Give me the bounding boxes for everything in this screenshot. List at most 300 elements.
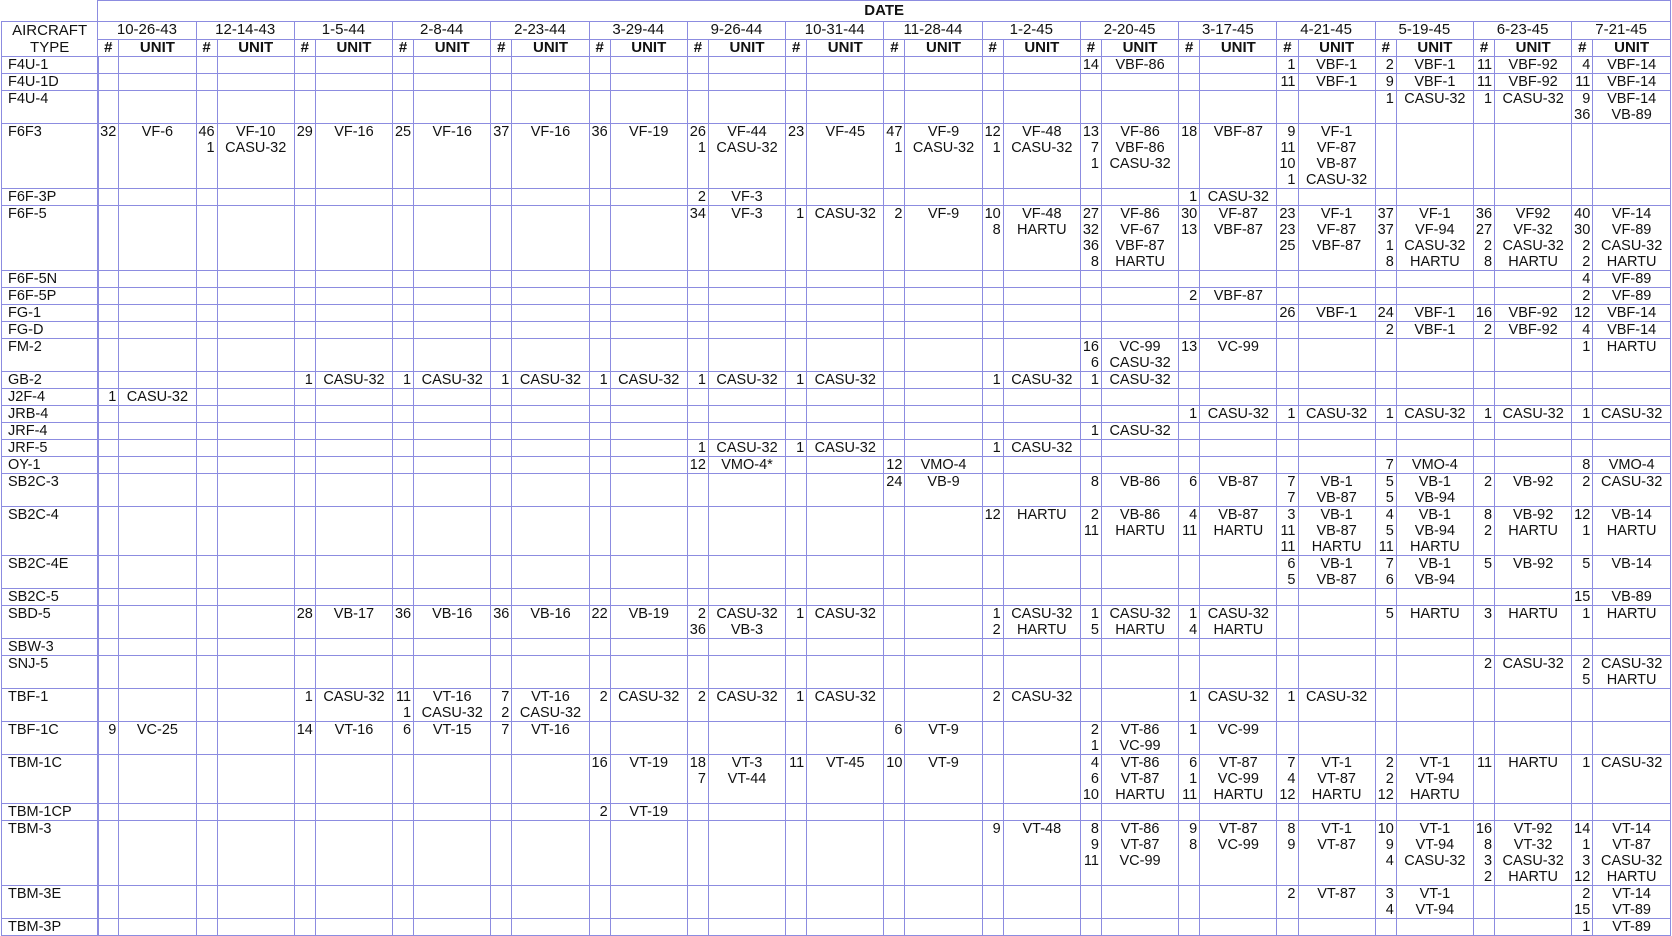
aircraft-count-cell (687, 656, 708, 689)
unit-cell: VT-16 CASU-32 (512, 689, 589, 722)
unit-cell (708, 804, 785, 821)
aircraft-count-cell (687, 74, 708, 91)
unit-cell: VT-89 (1593, 919, 1671, 936)
aircraft-type-cell: FG-D (2, 322, 98, 339)
aircraft-count-cell (687, 305, 708, 322)
unit-cell (708, 474, 785, 507)
aircraft-count-cell (393, 322, 414, 339)
unit-cell (1593, 440, 1671, 457)
aircraft-count-cell: 27 32 36 8 (1080, 206, 1101, 271)
unit-cell (807, 919, 884, 936)
aircraft-assignment-table (1, 0, 1671, 936)
unit-cell: CASU-32 (807, 689, 884, 722)
unit-cell (512, 305, 589, 322)
unit-cell (1003, 406, 1080, 423)
unit-cell: VT-16 CASU-32 (414, 689, 491, 722)
unit-cell (1200, 372, 1277, 389)
unit-cell: VT-1 VT-87 HARTU (1298, 755, 1375, 804)
aircraft-count-cell (982, 639, 1003, 656)
aircraft-count-cell (1179, 886, 1200, 919)
aircraft-count-cell (786, 91, 807, 124)
unit-cell (414, 339, 491, 372)
aircraft-count-cell (1375, 389, 1396, 406)
aircraft-count-cell: 12 1 (982, 124, 1003, 189)
unit-cell (1200, 389, 1277, 406)
aircraft-count-cell: 1 (1179, 189, 1200, 206)
aircraft-count-cell (786, 339, 807, 372)
unit-cell (315, 507, 392, 556)
aircraft-count-cell (982, 91, 1003, 124)
aircraft-count-cell (196, 457, 217, 474)
unit-cell (807, 305, 884, 322)
aircraft-count-cell (294, 919, 315, 936)
aircraft-count-cell (196, 406, 217, 423)
aircraft-count-cell: 1 (294, 689, 315, 722)
date-header: 2-23-44 (491, 22, 589, 40)
unit-cell: VB-1 VB-94 (1396, 474, 1473, 507)
unit-cell (1495, 271, 1572, 288)
unit-cell (1396, 689, 1473, 722)
unit-cell (119, 457, 196, 474)
aircraft-count-cell (1375, 372, 1396, 389)
aircraft-count-cell (1473, 639, 1494, 656)
unit-cell (1200, 457, 1277, 474)
unit-cell (217, 372, 294, 389)
unit-column-header: UNIT (1101, 39, 1178, 57)
aircraft-count-cell: 1 (687, 372, 708, 389)
aircraft-count-cell (294, 339, 315, 372)
unit-cell (1200, 886, 1277, 919)
aircraft-count-cell (982, 74, 1003, 91)
unit-cell: VC-25 (119, 722, 196, 755)
unit-cell (217, 689, 294, 722)
aircraft-count-cell (982, 189, 1003, 206)
unit-cell: VB-1 VB-87 (1298, 556, 1375, 589)
unit-cell (1298, 389, 1375, 406)
aircraft-count-cell (1179, 440, 1200, 457)
unit-cell (1298, 722, 1375, 755)
unit-cell: VBF-92 (1495, 305, 1572, 322)
unit-column-header: UNIT (1396, 39, 1473, 57)
unit-cell (119, 322, 196, 339)
aircraft-count-cell (982, 57, 1003, 74)
aircraft-count-cell: 34 (687, 206, 708, 271)
unit-cell (217, 919, 294, 936)
aircraft-count-cell (491, 206, 512, 271)
aircraft-type-cell: JRF-5 (2, 440, 98, 457)
aircraft-type-header: AIRCRAFT TYPE (2, 22, 98, 57)
aircraft-count-cell: 12 (687, 457, 708, 474)
aircraft-count-cell (1179, 389, 1200, 406)
aircraft-count-cell (393, 804, 414, 821)
date-header: 10-26-43 (98, 22, 196, 40)
aircraft-count-cell: 2 2 12 (1375, 755, 1396, 804)
aircraft-count-cell (1375, 271, 1396, 288)
aircraft-count-cell (491, 556, 512, 589)
aircraft-count-cell (294, 474, 315, 507)
aircraft-count-cell: 1 (1080, 372, 1101, 389)
aircraft-type-cell: SBW-3 (2, 639, 98, 656)
aircraft-count-cell (98, 755, 119, 804)
aircraft-type-cell: F6F-3P (2, 189, 98, 206)
unit-cell: VB-14 (1593, 556, 1671, 589)
aircraft-count-cell (589, 288, 610, 305)
aircraft-count-cell (98, 689, 119, 722)
unit-cell (807, 722, 884, 755)
unit-cell (807, 821, 884, 886)
aircraft-count-cell: 40 30 2 2 (1572, 206, 1593, 271)
table-row (2, 755, 1671, 804)
aircraft-type-cell: F4U-1D (2, 74, 98, 91)
date-header: 2-8-44 (393, 22, 491, 40)
aircraft-count-cell: 9 36 (1572, 91, 1593, 124)
aircraft-type-cell: JRF-4 (2, 423, 98, 440)
unit-cell (315, 474, 392, 507)
unit-cell: VF-16 (315, 124, 392, 189)
unit-cell (1101, 804, 1178, 821)
unit-cell: HARTU (1495, 755, 1572, 804)
unit-cell: VF-1 VF-87 VBF-87 (1298, 206, 1375, 271)
unit-cell (217, 556, 294, 589)
aircraft-count-cell: 1 (786, 440, 807, 457)
aircraft-count-cell (196, 339, 217, 372)
unit-cell: CASU-32 (414, 372, 491, 389)
unit-cell (905, 74, 982, 91)
unit-cell: CASU-32 (807, 206, 884, 271)
table-row (2, 423, 1671, 440)
aircraft-count-cell: 1 (1473, 406, 1494, 423)
unit-cell (807, 423, 884, 440)
aircraft-count-cell: 8 9 (1277, 821, 1298, 886)
aircraft-count-cell (1572, 372, 1593, 389)
aircraft-count-cell (294, 821, 315, 886)
aircraft-count-cell (98, 606, 119, 639)
unit-cell (610, 74, 687, 91)
aircraft-count-cell (687, 589, 708, 606)
aircraft-count-cell (393, 305, 414, 322)
aircraft-count-cell: 13 (1179, 339, 1200, 372)
aircraft-type-cell: GB-2 (2, 372, 98, 389)
aircraft-count-cell: 47 1 (884, 124, 905, 189)
aircraft-count-cell (1375, 440, 1396, 457)
unit-cell (1101, 322, 1178, 339)
aircraft-count-cell (1277, 322, 1298, 339)
aircraft-count-cell (589, 507, 610, 556)
unit-cell (119, 755, 196, 804)
unit-cell (1101, 389, 1178, 406)
aircraft-count-cell: 4 (1572, 57, 1593, 74)
unit-cell: VF-89 (1593, 271, 1671, 288)
aircraft-count-cell (491, 339, 512, 372)
aircraft-count-cell (982, 556, 1003, 589)
unit-cell (1200, 305, 1277, 322)
aircraft-count-cell: 28 (294, 606, 315, 639)
aircraft-count-cell: 14 (294, 722, 315, 755)
unit-cell (119, 804, 196, 821)
table-row (2, 389, 1671, 406)
unit-cell (414, 74, 491, 91)
aircraft-count-cell (393, 656, 414, 689)
unit-cell (119, 372, 196, 389)
unit-cell: CASU-32 HARTU (1101, 606, 1178, 639)
unit-cell: VF92 VF-32 CASU-32 HARTU (1495, 206, 1572, 271)
unit-cell (315, 457, 392, 474)
aircraft-count-cell (98, 474, 119, 507)
aircraft-count-cell (589, 457, 610, 474)
aircraft-type-cell: SBD-5 (2, 606, 98, 639)
unit-column-header: UNIT (708, 39, 785, 57)
aircraft-count-cell (393, 556, 414, 589)
unit-cell (610, 206, 687, 271)
unit-cell: VT-1 VT-94 HARTU (1396, 755, 1473, 804)
date-header: 10-31-44 (786, 22, 884, 40)
unit-cell (217, 271, 294, 288)
aircraft-count-cell (491, 288, 512, 305)
aircraft-count-cell (687, 271, 708, 288)
aircraft-count-cell (294, 57, 315, 74)
unit-cell (1298, 457, 1375, 474)
aircraft-count-cell (687, 821, 708, 886)
unit-cell (807, 589, 884, 606)
aircraft-type-cell: FG-1 (2, 305, 98, 322)
unit-cell (708, 271, 785, 288)
date-header: 4-21-45 (1277, 22, 1375, 40)
unit-cell (217, 288, 294, 305)
unit-cell (905, 406, 982, 423)
unit-cell (905, 423, 982, 440)
aircraft-count-cell (196, 804, 217, 821)
unit-cell (1003, 389, 1080, 406)
aircraft-count-cell: 25 (393, 124, 414, 189)
aircraft-count-cell (1277, 440, 1298, 457)
aircraft-count-cell (98, 804, 119, 821)
unit-cell (1298, 606, 1375, 639)
aircraft-type-cell: F6F-5P (2, 288, 98, 305)
unit-cell (610, 474, 687, 507)
aircraft-count-cell (491, 821, 512, 886)
aircraft-count-cell (1080, 556, 1101, 589)
unit-cell (905, 656, 982, 689)
aircraft-count-cell: 4 (1572, 271, 1593, 288)
unit-cell (119, 271, 196, 288)
aircraft-count-cell: 7 4 12 (1277, 755, 1298, 804)
unit-cell (119, 339, 196, 372)
unit-cell: CASU-32 (807, 372, 884, 389)
aircraft-count-cell (393, 189, 414, 206)
aircraft-count-cell (589, 440, 610, 457)
aircraft-count-cell (884, 821, 905, 886)
unit-cell (1003, 288, 1080, 305)
aircraft-count-cell: 13 7 1 (1080, 124, 1101, 189)
unit-cell: VB-92 (1495, 474, 1572, 507)
unit-cell: VB-86 HARTU (1101, 507, 1178, 556)
unit-cell (905, 305, 982, 322)
aircraft-count-cell (98, 91, 119, 124)
aircraft-count-cell: 12 (982, 507, 1003, 556)
unit-column-header: UNIT (119, 39, 196, 57)
aircraft-count-cell: 7 2 (491, 689, 512, 722)
aircraft-count-cell (98, 457, 119, 474)
unit-cell: VBF-1 (1396, 74, 1473, 91)
unit-cell: CASU-32 (1298, 406, 1375, 423)
aircraft-count-cell: 5 (1473, 556, 1494, 589)
unit-cell (1396, 656, 1473, 689)
aircraft-count-cell (1179, 271, 1200, 288)
unit-cell (1200, 74, 1277, 91)
aircraft-count-cell (589, 919, 610, 936)
unit-cell (217, 305, 294, 322)
unit-cell: CASU-32 (1200, 406, 1277, 423)
unit-cell (807, 189, 884, 206)
unit-cell (610, 886, 687, 919)
aircraft-count-cell (884, 322, 905, 339)
unit-cell: VT-3 VT-44 (708, 755, 785, 804)
aircraft-count-cell (687, 288, 708, 305)
unit-cell: VB-1 VB-87 (1298, 474, 1375, 507)
unit-cell (1200, 57, 1277, 74)
unit-cell (217, 457, 294, 474)
aircraft-count-cell (1080, 322, 1101, 339)
unit-cell (708, 507, 785, 556)
unit-cell (119, 886, 196, 919)
unit-cell: VB-87 (1200, 474, 1277, 507)
unit-cell (414, 423, 491, 440)
aircraft-count-cell (294, 206, 315, 271)
unit-cell (414, 189, 491, 206)
unit-cell: VB-92 HARTU (1495, 507, 1572, 556)
unit-cell (119, 91, 196, 124)
unit-cell (315, 189, 392, 206)
unit-cell: VB-1 VB-87 HARTU (1298, 507, 1375, 556)
count-column-header: # (196, 39, 217, 57)
aircraft-count-cell: 4 11 (1179, 507, 1200, 556)
unit-cell: VT-15 (414, 722, 491, 755)
aircraft-count-cell (884, 305, 905, 322)
aircraft-count-cell: 36 (589, 124, 610, 189)
date-header: 11-28-44 (884, 22, 982, 40)
aircraft-count-cell (1277, 423, 1298, 440)
unit-cell (1200, 271, 1277, 288)
unit-cell (1298, 189, 1375, 206)
aircraft-count-cell (786, 406, 807, 423)
unit-cell (610, 507, 687, 556)
unit-cell (217, 440, 294, 457)
aircraft-type-cell: J2F-4 (2, 389, 98, 406)
aircraft-count-cell (196, 423, 217, 440)
unit-cell (512, 189, 589, 206)
unit-cell (1298, 339, 1375, 372)
unit-cell (905, 440, 982, 457)
aircraft-count-cell (98, 189, 119, 206)
aircraft-count-cell: 2 15 (1572, 886, 1593, 919)
unit-cell (414, 919, 491, 936)
unit-cell (905, 821, 982, 886)
unit-cell (414, 639, 491, 656)
unit-cell (905, 389, 982, 406)
aircraft-count-cell (589, 639, 610, 656)
date-group-header: DATE (98, 1, 1671, 22)
unit-cell: CASU-32 (1200, 689, 1277, 722)
unit-column-header: UNIT (1298, 39, 1375, 57)
unit-cell (807, 886, 884, 919)
unit-column-header: UNIT (315, 39, 392, 57)
aircraft-count-cell: 1 (982, 440, 1003, 457)
unit-cell (512, 440, 589, 457)
aircraft-count-cell (196, 206, 217, 271)
unit-cell (512, 556, 589, 589)
unit-cell: CASU-32 (315, 689, 392, 722)
unit-cell: HARTU (1396, 606, 1473, 639)
unit-cell: VMO-4 (1396, 457, 1473, 474)
unit-cell (119, 206, 196, 271)
aircraft-count-cell (196, 74, 217, 91)
unit-cell (512, 206, 589, 271)
aircraft-count-cell (294, 886, 315, 919)
unit-cell: VT-1 VT-94 CASU-32 (1396, 821, 1473, 886)
unit-cell (708, 656, 785, 689)
unit-cell: VT-16 (315, 722, 392, 755)
aircraft-count-cell: 6 (1179, 474, 1200, 507)
aircraft-count-cell (294, 639, 315, 656)
unit-cell (315, 339, 392, 372)
aircraft-count-cell (982, 322, 1003, 339)
unit-cell (217, 474, 294, 507)
aircraft-count-cell: 3 4 (1375, 886, 1396, 919)
unit-cell (1298, 288, 1375, 305)
aircraft-count-cell: 7 (1375, 457, 1396, 474)
aircraft-count-cell (1277, 389, 1298, 406)
aircraft-count-cell (1375, 919, 1396, 936)
count-column-header: # (1572, 39, 1593, 57)
aircraft-count-cell (1473, 689, 1494, 722)
unit-cell: VF-16 (512, 124, 589, 189)
aircraft-count-cell: 4 (1572, 322, 1593, 339)
unit-cell (1396, 389, 1473, 406)
unit-cell (708, 556, 785, 589)
aircraft-count-cell (491, 305, 512, 322)
aircraft-count-cell (786, 305, 807, 322)
aircraft-count-cell (982, 474, 1003, 507)
aircraft-count-cell (393, 288, 414, 305)
aircraft-count-cell: 2 (1179, 288, 1200, 305)
unit-cell (905, 288, 982, 305)
unit-cell (1101, 189, 1178, 206)
aircraft-count-cell (98, 372, 119, 389)
aircraft-count-cell (491, 406, 512, 423)
unit-cell (1593, 423, 1671, 440)
unit-cell (1101, 919, 1178, 936)
unit-cell (905, 271, 982, 288)
aircraft-count-cell: 24 (884, 474, 905, 507)
table-row (2, 288, 1671, 305)
aircraft-count-cell (1375, 689, 1396, 722)
unit-cell (1101, 886, 1178, 919)
unit-cell: VB-87 HARTU (1200, 507, 1277, 556)
unit-cell (119, 656, 196, 689)
aircraft-type-cell: TBM-1C (2, 755, 98, 804)
unit-cell (708, 639, 785, 656)
aircraft-count-cell: 2 (1473, 656, 1494, 689)
unit-cell: VT-1 VT-94 (1396, 886, 1473, 919)
unit-cell (807, 406, 884, 423)
unit-column-header: UNIT (1593, 39, 1671, 57)
unit-cell (1101, 656, 1178, 689)
aircraft-count-cell (786, 57, 807, 74)
unit-cell (807, 804, 884, 821)
aircraft-count-cell (491, 919, 512, 936)
unit-cell (1200, 556, 1277, 589)
aircraft-count-cell (1277, 271, 1298, 288)
